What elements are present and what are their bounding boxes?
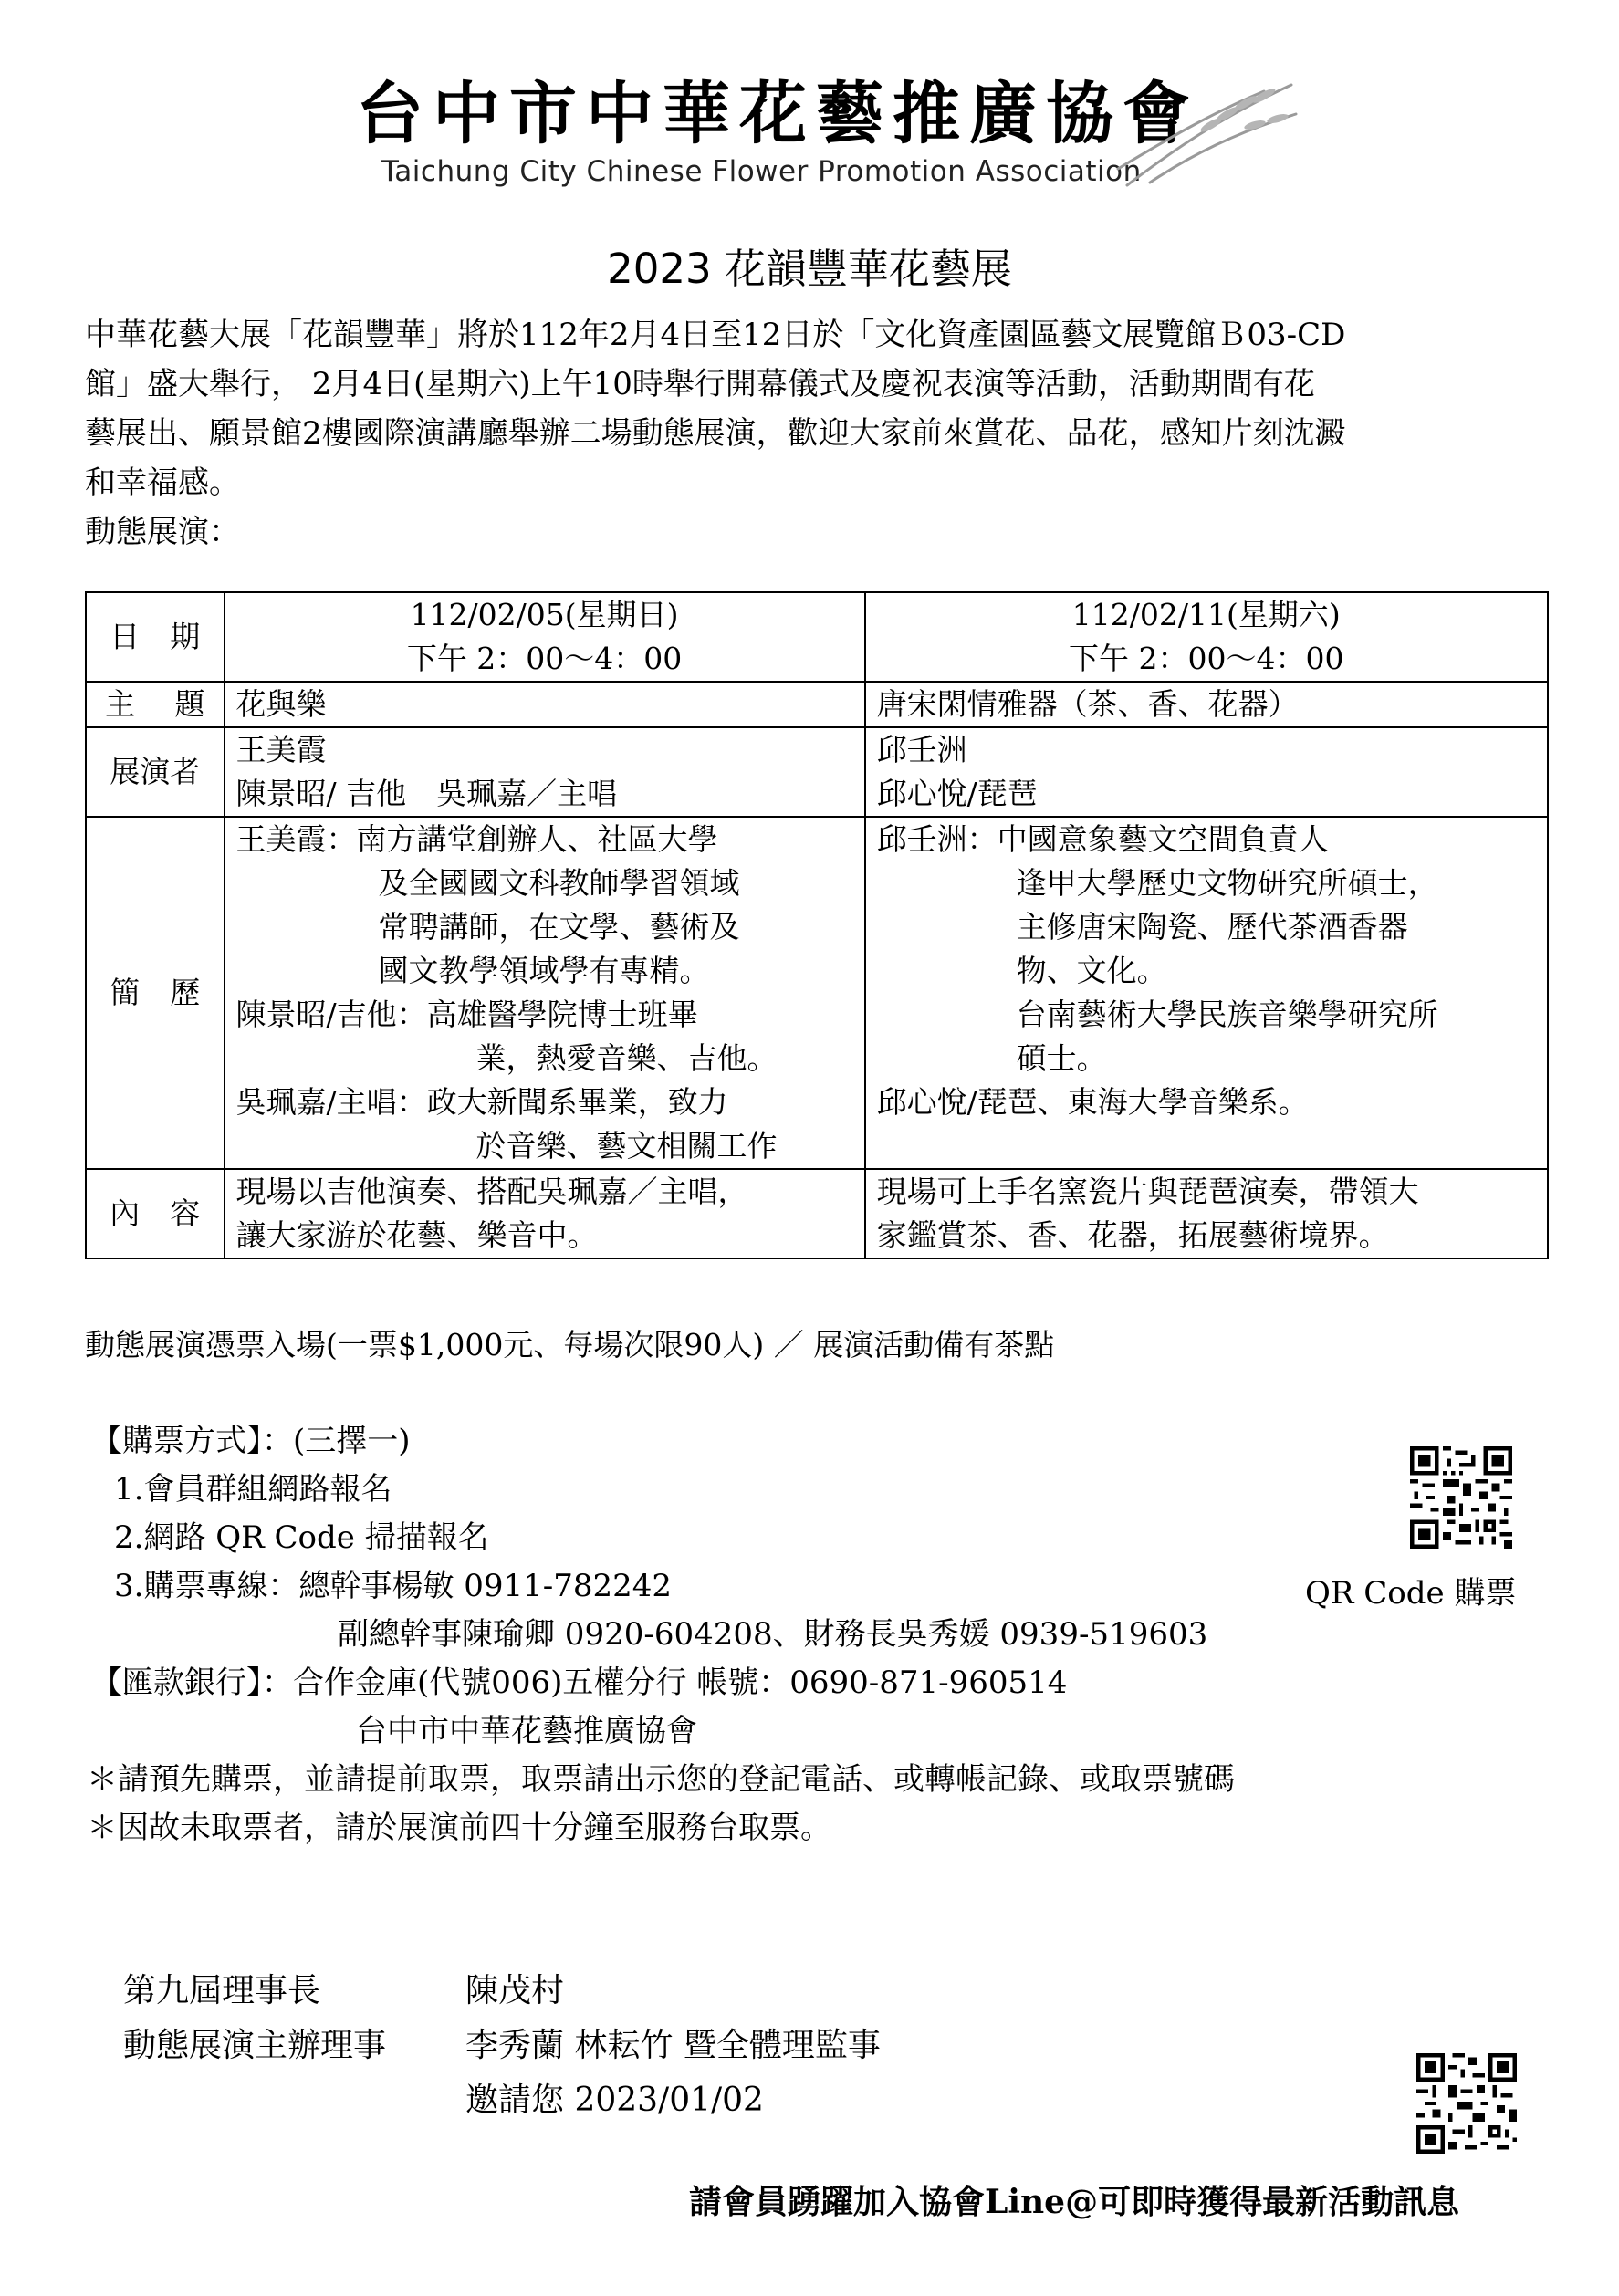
signature-block [123,1964,881,2128]
table-cell [865,817,1548,1169]
qr-code-icon[interactable] [1410,1446,1512,1549]
cell-line: 花與樂 [235,686,327,722]
purchase-option: 1.會員群組網路報名 [114,1471,392,1508]
table-row-date [86,592,1548,682]
invite-date: 邀請您 2023/01/02 [465,2082,764,2119]
table-cell [225,682,865,727]
row-label: 展演者 [86,727,225,817]
cell-line: 碩士。 [1016,1040,1107,1076]
purchase-note: ＊請預先購票，並請提前取票，取票請出示您的登記電話、或轉帳記錄、或取票號碼 [87,1761,1235,1798]
table-row-bio [86,817,1548,1169]
row-label: 內 容 [86,1169,225,1258]
ticket-note: 動態展演憑票入場(一票$1,000元、每場次限90人) ／ 展演活動備有茶點 [85,1327,1055,1362]
purchase-note: ＊因故未取票者，請於展演前四十分鐘至服務台取票。 [87,1810,831,1846]
purchase-option: 2.網路 QR Code 掃描報名 [114,1519,489,1556]
cell-line: 下午 2：00～4：00 [1069,641,1344,676]
cell-line: 112/02/11(星期六) [1071,597,1341,632]
table-row-content [86,1169,1548,1258]
cell-line: 於音樂、藝文相關工作 [475,1128,778,1164]
cell-line: 物、文化。 [1016,953,1167,988]
table-cell [225,1169,865,1258]
cell-line: 陳景昭/吉他：高雄醫學院博士班畢 [235,997,698,1032]
cell-line: 王美霞 [235,732,327,767]
chair-title: 第九屆理事長 [123,1972,321,2009]
cell-line: 逢甲大學歷史文物研究所碩士， [1016,865,1438,901]
schedule-table [85,591,1549,1259]
table-cell [225,817,865,1169]
table-row-theme [86,682,1548,727]
cell-line: 現場以吉他演奏、搭配吳珮嘉／主唱， [235,1174,748,1209]
logo-title-english: Taichung City Chinese Flower Promotion Association [381,155,1142,188]
row-label: 簡 歷 [86,817,225,1169]
table-cell [225,727,865,817]
cell-line: 家鑑賞茶、香、花器，拓展藝術境界。 [876,1217,1389,1253]
host-names: 李秀蘭 林耘竹 暨全體理監事 [465,2027,881,2064]
purchase-heading: 【購票方式】：(三擇一) [91,1423,411,1459]
intro-line: 和幸福感。 [85,464,240,501]
cell-line: 王美霞：南方講堂創辦人、社區大學 [235,821,718,857]
cell-line: 國文教學領域學有專精。 [378,953,710,988]
cell-line: 業，熱愛音樂、吉他。 [475,1040,778,1076]
bank-info: 【匯款銀行】：合作金庫(代號006)五權分行 帳號：0690-871-960514 [91,1665,1068,1701]
cell-line: 台南藝術大學民族音樂學研究所 [1016,997,1438,1032]
table-cell [865,592,1548,682]
table-cell [865,1169,1548,1258]
intro-line: 動態展演： [85,514,240,550]
intro-line: 中華花藝大展「花韻豐華」將於112年2月4日至12日於「文化資產園區藝文展覽館Ｂ03-CD [85,317,1346,353]
rice-stalk-logo-icon [1109,78,1300,187]
cell-line: 邱心悅/琵琶、東海大學音樂系。 [876,1084,1309,1120]
event-title: 2023 花韻豐華花藝展 [607,245,1012,293]
cell-line: 邱壬洲：中國意象藝文空間負責人 [876,821,1329,857]
cell-line: 常聘講師，在文學、藝術及 [378,909,740,944]
row-label: 日 期 [86,592,225,682]
cell-line: 及全國國文科教師學習領域 [378,865,740,901]
purchase-hotline-extra: 副總幹事陳瑜卿 0920-604208、財務長吳秀媛 0939-519603 [338,1616,1208,1653]
table-cell [225,592,865,682]
logo-title-chinese: 台中市中華花藝推廣協會 [356,75,1199,153]
cell-line: 吳珮嘉/主唱：政大新聞系畢業，致力 [235,1084,728,1120]
cell-line: 下午 2：00～4：00 [406,641,683,676]
cell-line: 現場可上手名窯瓷片與琵琶演奏，帶領大 [876,1174,1419,1209]
intro-line: 藝展出、願景館2樓國際演講廳舉辦二場動態展演，歡迎大家前來賞花、品花，感知片刻沈澱 [85,415,1346,452]
footer-line-notice: 請會員踴躍加入協會Line@可即時獲得最新活動訊息 [689,2183,1460,2221]
qr-code-caption: QR Code 購票 [1305,1575,1517,1612]
cell-line: 邱壬洲 [876,732,967,767]
row-label: 主 題 [86,682,225,727]
cell-line: 讓大家游於花藝、樂音中。 [235,1217,598,1253]
line-qr-code-icon[interactable] [1416,2053,1517,2154]
cell-line: 112/02/05(星期日) [410,597,679,632]
host-title: 動態展演主辦理事 [123,2027,387,2064]
table-cell [865,727,1548,817]
cell-line: 主修唐宋陶瓷、歷代茶酒香器 [1016,909,1408,944]
intro-paragraph [85,310,1545,557]
purchase-option: 3.購票專線：總幹事楊敏 0911-782242 [114,1568,673,1604]
cell-line: 唐宋閑情雅器（茶、香、花器） [876,686,1299,722]
chair-name: 陳茂村 [465,1972,565,2009]
bank-account-name: 台中市中華花藝推廣協會 [356,1713,697,1749]
intro-line: 館」盛大舉行， 2月4日(星期六)上午10時舉行開幕儀式及慶祝表演等活動，活動期間有花 [85,366,1315,402]
table-cell [865,682,1548,727]
table-row-performers [86,727,1548,817]
purchase-section [87,1417,1369,1852]
cell-line: 邱心悅/琵琶 [876,776,1038,811]
cell-line: 陳景昭/ 吉他 吳珮嘉／主唱 [235,776,618,811]
